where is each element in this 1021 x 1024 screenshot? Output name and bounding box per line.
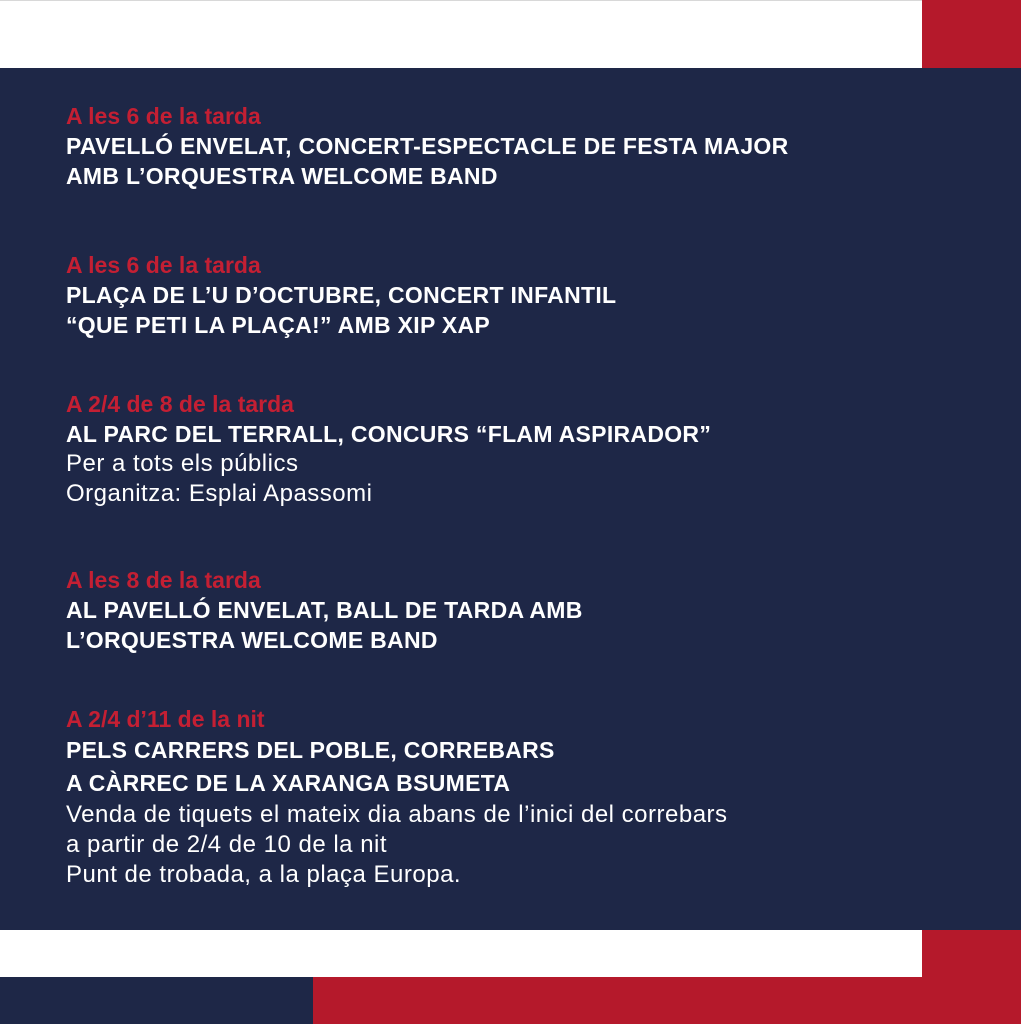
- bottom-red-corner-block: [922, 930, 1021, 977]
- top-red-corner-block: [922, 0, 1021, 68]
- event-time: A les 6 de la tarda: [66, 103, 261, 129]
- top-white-band: [0, 0, 922, 68]
- bottom-red-band: [313, 977, 1021, 1024]
- event-time: A les 6 de la tarda: [66, 252, 261, 278]
- event-3: [66, 389, 926, 509]
- event-4: [66, 565, 926, 655]
- event-note-line: Organitza: Esplai Apassomi: [66, 480, 373, 507]
- bottom-navy-block: [0, 977, 313, 1024]
- event-title-line: AMB L’ORQUESTRA WELCOME BAND: [66, 163, 498, 189]
- event-time: A 2/4 de 8 de la tarda: [66, 391, 294, 417]
- event-title-line: “QUE PETI LA PLAÇA!” AMB XIP XAP: [66, 312, 491, 338]
- program-panel: [0, 68, 1021, 930]
- event-time: A 2/4 d’11 de la nit: [66, 706, 265, 732]
- event-title-line: PAVELLÓ ENVELAT, CONCERT-ESPECTACLE DE FESTA MAJOR: [66, 133, 789, 159]
- event-title-line: AL PAVELLÓ ENVELAT, BALL DE TARDA AMB: [66, 597, 583, 623]
- event-title-line: AL PARC DEL TERRALL, CONCURS “FLAM ASPIRADOR”: [66, 421, 712, 447]
- event-5: [66, 704, 926, 890]
- event-2: [66, 250, 926, 340]
- event-1: [66, 101, 926, 191]
- event-title-line: PLAÇA DE L’U D’OCTUBRE, CONCERT INFANTIL: [66, 282, 617, 308]
- bottom-white-band: [0, 930, 922, 977]
- event-note-line: Punt de trobada, a la plaça Europa.: [66, 861, 462, 888]
- event-time: A les 8 de la tarda: [66, 567, 261, 593]
- event-title-line: A CÀRREC DE LA XARANGA BSUMETA: [66, 770, 511, 796]
- event-note-line: Per a tots els públics: [66, 450, 299, 477]
- event-title-line: PELS CARRERS DEL POBLE, CORREBARS: [66, 737, 555, 763]
- event-note-line: a partir de 2/4 de 10 de la nit: [66, 831, 388, 858]
- event-note-line: Venda de tiquets el mateix dia abans de l’inici del correbars: [66, 801, 728, 828]
- event-title-line: L’ORQUESTRA WELCOME BAND: [66, 627, 438, 653]
